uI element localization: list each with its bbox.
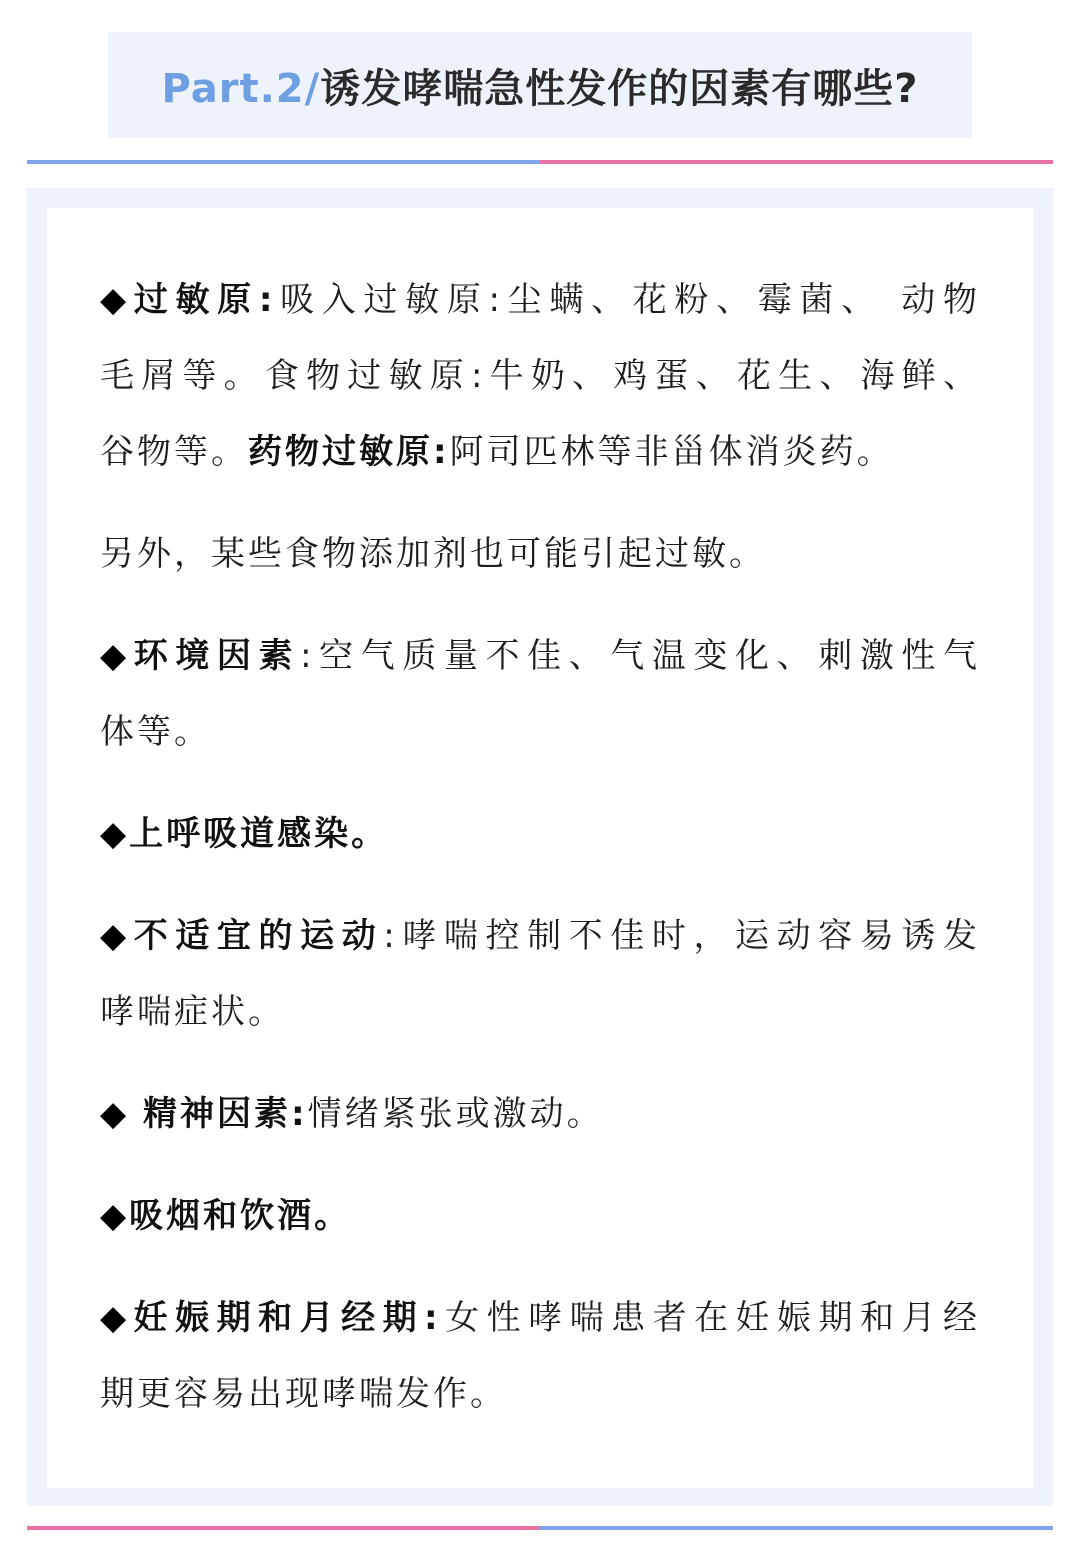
infection-label: 上呼吸道感染。 — [129, 814, 389, 854]
title-text: 诱发哮喘急性发作的因素有哪些? — [320, 65, 919, 112]
mental-label: 精神因素: — [142, 1094, 308, 1134]
drug-allergen-label: 药物过敏原: — [248, 432, 450, 472]
mental-line — [100, 1094, 980, 1134]
divider-pink-segment — [540, 160, 1053, 164]
exercise-text-2: 哮喘症状。 — [100, 992, 285, 1032]
bullet-diamond-icon: ◆ — [100, 1298, 134, 1338]
smoking-line — [100, 1196, 980, 1236]
environment-text-1: :空气质量不佳、气温变化、刺激性气 — [300, 636, 980, 676]
environment-label: 环境因素 — [133, 636, 301, 676]
allergen-line-2 — [100, 356, 980, 396]
allergen-text-3b: 阿司匹林等非甾体消炎药。 — [449, 432, 894, 472]
allergen-label: 过敏原: — [133, 280, 276, 320]
allergen-line-1 — [100, 280, 980, 320]
title-banner — [108, 32, 972, 138]
allergen-line-3 — [100, 432, 980, 472]
environment-line-1 — [100, 636, 980, 676]
allergen-text-3a: 谷物等。 — [100, 432, 248, 472]
bullet-diamond-icon: ◆ — [100, 1094, 143, 1134]
bullet-diamond-icon: ◆ — [100, 636, 134, 676]
pregnancy-text-1: 女性哮喘患者在妊娠期和月经 — [440, 1298, 980, 1338]
environment-line-2 — [100, 712, 980, 752]
bullet-diamond-icon: ◆ — [100, 814, 130, 854]
infection-line — [100, 814, 980, 854]
exercise-label: 不适宜的运动 — [133, 916, 384, 956]
bottom-divider — [27, 1526, 1053, 1530]
pregnancy-line-2 — [100, 1374, 980, 1414]
mental-text: 情绪紧张或激动。 — [307, 1094, 604, 1134]
additives-line — [100, 534, 980, 574]
exercise-line-1 — [100, 916, 980, 956]
pregnancy-label: 妊娠期和月经期: — [133, 1298, 441, 1338]
divider-blue-segment — [27, 160, 540, 164]
allergen-text-1: 吸入过敏原:尘螨、花粉、霉菌、 动物 — [275, 280, 980, 320]
title-prefix: Part.2/ — [161, 65, 321, 112]
additives-text: 另外，某些食物添加剂也可能引起过敏。 — [100, 534, 766, 574]
environment-text-2: 体等。 — [100, 712, 211, 752]
bullet-diamond-icon: ◆ — [100, 1196, 130, 1236]
bullet-diamond-icon: ◆ — [100, 280, 134, 320]
exercise-line-2 — [100, 992, 980, 1032]
bullet-diamond-icon: ◆ — [100, 916, 134, 956]
smoking-label: 吸烟和饮酒。 — [129, 1196, 352, 1236]
divider-blue-segment — [540, 1526, 1053, 1530]
exercise-text-1: :哮喘控制不佳时，运动容易诱发 — [383, 916, 981, 956]
page-title — [162, 57, 919, 114]
pregnancy-text-2: 期更容易出现哮喘发作。 — [100, 1374, 507, 1414]
allergen-text-2: 毛屑等。食物过敏原:牛奶、鸡蛋、花生、海鲜、 — [100, 356, 980, 396]
divider-pink-segment — [27, 1526, 540, 1530]
pregnancy-line-1 — [100, 1298, 980, 1338]
top-divider — [27, 160, 1053, 164]
